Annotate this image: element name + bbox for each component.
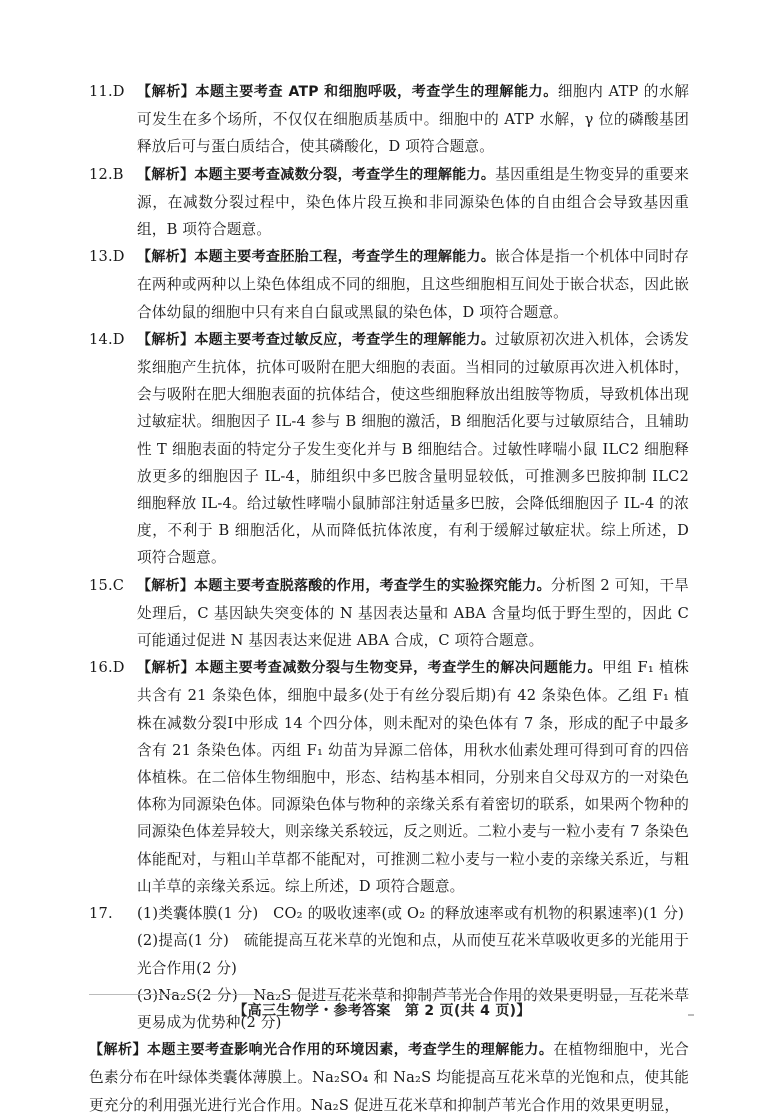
question-number: 13.D [89,248,125,266]
answer-content [89,78,689,1119]
analysis-lead: 本题主要考查过敏反应，考查学生的理解能力。 [194,331,496,348]
answer-item-12 [89,161,689,244]
analysis-tag: 【解析】 [137,249,195,266]
answer-body [137,161,689,244]
page-footer: 【高三生物学・参考答案 第 2 页(共 4 页)】 [233,1003,531,1019]
analysis-lead: 本题主要考查减数分裂与生物变异，考查学生的解决问题能力。 [195,660,603,677]
answer-part-2: (2)提高(1 分) 硫能提高互花米草的光饱和点，从而使互花米草吸收更多的光能用于光合作用(2 分) [137,932,689,977]
answer-body [137,78,689,161]
analysis-text: 基因重组是生物变异的重要来源，在减数分裂过程中，染色体片段互换和非同源染色体的自由组合会导致基因重组，B 项符合题意。 [137,165,689,239]
question-number: 16.D [89,659,125,677]
analysis-lead: 本题主要考查胚胎工程，考查学生的理解能力。 [194,249,496,266]
analysis-tag: 【解析】 [137,577,195,594]
answer-item-14 [89,326,689,572]
analysis-text: 嵌合体是指一个机体中同时存在两种或两种以上染色体组成不同的细胞，且这些细胞相互间处于嵌合状态，因此嵌合体幼鼠的细胞中只有来自白鼠或黑鼠的染色体，D 项符合题意。 [137,248,689,321]
question-number: 14.D [89,330,125,348]
analysis-text: 甲组 F₁ 植株共含有 21 条染色体，细胞中最多(处于有丝分裂后期)有 42 条染色体。乙组 F₁ 植株在减数分裂Ⅰ中形成 14 个四分体，则未配对的染色体有 7 条，形成的配子中最多含有 21 条染色体。丙组 F₁ 幼苗为异源二倍体，用秋水仙素处理可得到可育的四倍体植株。在二倍体生物细胞中，形态、结构基本相同，分别来自父母双方的一对染色体称为同源染色体。同源染色体与物种的亲缘关系有着密切的联系，如果两个物种的同源染色体差异较大，则亲缘关系较远，反之则近。二粒小麦与一粒小麦有 7 条染色体能配对，与粗山羊草都不能配对，可推测二粒小麦与一粒小麦的亲缘关系近，与粗山羊草的亲缘关系远。综上所述，D 项符合题意。 [137,659,689,895]
answer-item-16 [89,654,689,900]
analysis-text: 过敏原初次进入机体，会诱发浆细胞产生抗体，抗体可吸附在肥大细胞的表面。当相同的过敏原再次进入机体时，会与吸附在肥大细胞表面的抗体结合，使这些细胞释放出组胺等物质，导致机体出现过敏症状。细胞因子 IL-4 参与 B 细胞的激活，B 细胞活化要与过敏原结合，且辅助性 T 细胞表面的特定分子发生变化并与 B 细胞结合。过敏性哮喘小鼠 ILC2 细胞释放更多的细胞因子 IL-4，肺组织中多巴胺含量明显较低，可推测多巴胺抑制 ILC2 细胞释放 IL-4。给过敏性哮喘小鼠肺部注射适量多巴胺，会降低细胞因子 IL-4 的浓度，不利于 B 细胞活化，从而降低抗体浓度，有利于缓解过敏症状。综上所述，D 项符合题意。 [137,330,689,567]
answer-analysis-17 [89,1036,689,1119]
question-number: 17. [89,905,113,923]
question-number: 11.D [89,83,125,100]
answer-part-1: (1)类囊体膜(1 分) CO₂ 的吸收速率(或 O₂ 的释放速率或有机物的积累速率)(1 分) [137,905,685,923]
analysis-text: 在植物细胞中，光合色素分布在叶绿体类囊体薄膜上。Na₂SO₄ 和 Na₂S 均能提高互花米草的光饱和点，使其能更充分的利用强光进行光合作用。Na₂S 促进互花米草和抑制芦苇光合作用的效果更明显， [89,1041,689,1114]
analysis-text: 细胞内 ATP 的水解可发生在多个场所，不仅仅在细胞质基质中。细胞中的 ATP 水解，γ 位的磷酸基团释放后可与蛋白质结合，使其磷酸化，D 项符合题意。 [137,83,689,156]
answer-item-15 [89,572,689,655]
analysis-text: 分析图 2 可知，干旱处理后，C 基因缺失突变体的 N 基因表达量和 ABA 含量均低于野生型的，因此 C 可能通过促进 N 基因表达来促进 ABA 合成，C 项符合题意。 [137,576,690,650]
analysis-tag: 【解析】 [137,166,195,183]
answer-item-13 [89,243,689,326]
analysis-tag: 【解析】 [137,84,196,100]
analysis-tag: 【解析】 [137,660,196,677]
analysis-lead: 本题主要考查影响光合作用的环境因素，考查学生的理解能力。 [147,1042,554,1059]
footer-divider [89,994,689,995]
answer-item-11 [89,78,689,161]
question-number: 15.C [89,576,125,594]
analysis-lead: 本题主要考查减数分裂，考查学生的理解能力。 [194,166,496,183]
answer-body [137,243,689,326]
analysis-tag: 【解析】 [89,1042,148,1059]
analysis-lead: 本题主要考查脱落酸的作用，考查学生的实验探究能力。 [194,577,551,594]
answer-body [137,572,689,655]
answer-body [137,654,689,900]
analysis-tag: 【解析】 [137,331,195,348]
question-number: 12.B [89,165,124,183]
corner-mark [688,1014,694,1016]
answer-body [137,326,689,572]
answer-part-3: (3)Na₂S(2 分) Na₂S 促进互花米草和抑制芦苇光合作用的效果更明显，互花米草更易成为优势种(2 分) [137,986,689,1031]
analysis-lead: 本题主要考查 ATP 和细胞呼吸，考查学生的理解能力。 [195,84,558,100]
